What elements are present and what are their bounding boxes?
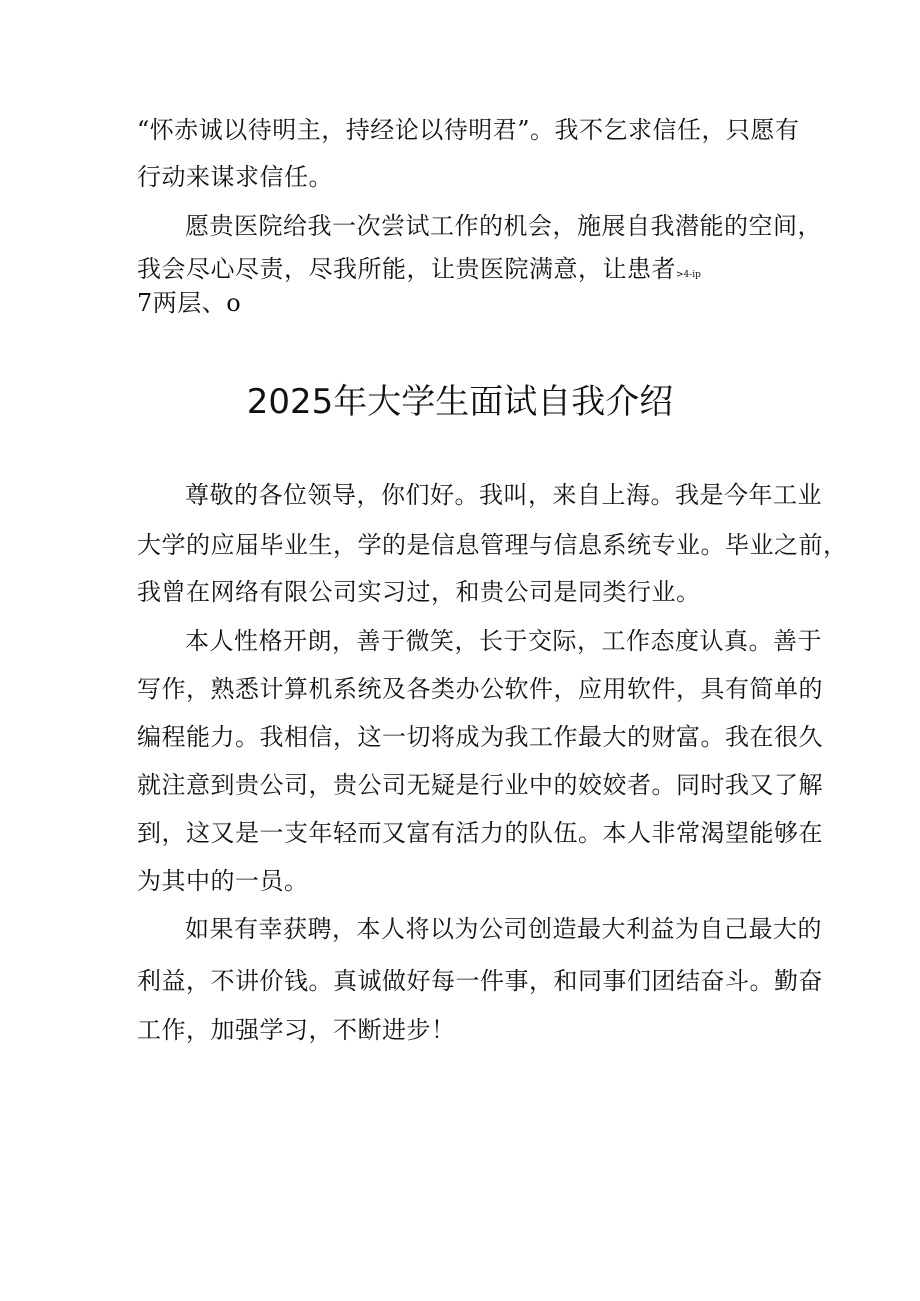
text-line: 利益，不讲价钱。真诚做好每一件事，和同事们团结奋斗。勤奋	[137, 967, 823, 995]
text-line: 7两层、o	[137, 289, 242, 317]
garbled-fragment: >4-ip	[676, 270, 701, 280]
text-line: 尊敬的各位领导，你们好。我叫，来自上海。我是今年工业	[185, 481, 822, 509]
text-line: 写作，熟悉计算机系统及各类办公软件，应用软件，具有简单的	[137, 675, 823, 703]
text-line-main: 我会尽心尽责，尽我所能，让贵医院满意，让患者	[137, 255, 676, 283]
text-line: 行动来谋求信任。	[137, 163, 333, 191]
page-title: 2025年大学生面试自我介绍	[246, 382, 674, 422]
text-line: 我曾在网络有限公司实习过，和贵公司是同类行业。	[137, 578, 701, 606]
text-line: 如果有幸获聘，本人将以为公司创造最大利益为自己最大的	[185, 915, 822, 943]
text-line: 为其中的一员。	[137, 867, 309, 895]
text-line: 愿贵医院给我一次尝试工作的机会，施展自我潜能的空间，	[185, 212, 822, 240]
text-line: 本人性格开朗，善于微笑，长于交际，工作态度认真。善于	[185, 627, 822, 655]
text-line: 大学的应届毕业生，学的是信息管理与信息系统专业。毕业之前，	[137, 531, 848, 559]
text-line: “怀赤诚以待明主，持经论以待明君”。我不乞求信任，只愿有	[137, 116, 800, 144]
text-line: 工作，加强学习，不断进步！	[137, 1016, 456, 1044]
text-line: 到，这又是一支年轻而又富有活力的队伍。本人非常渴望能够在	[137, 819, 823, 847]
text-line	[137, 254, 701, 290]
text-line: 编程能力。我相信，这一切将成为我工作最大的财富。我在很久	[137, 723, 823, 751]
text-line: 就注意到贵公司，贵公司无疑是行业中的姣姣者。同时我又了解	[137, 771, 823, 799]
